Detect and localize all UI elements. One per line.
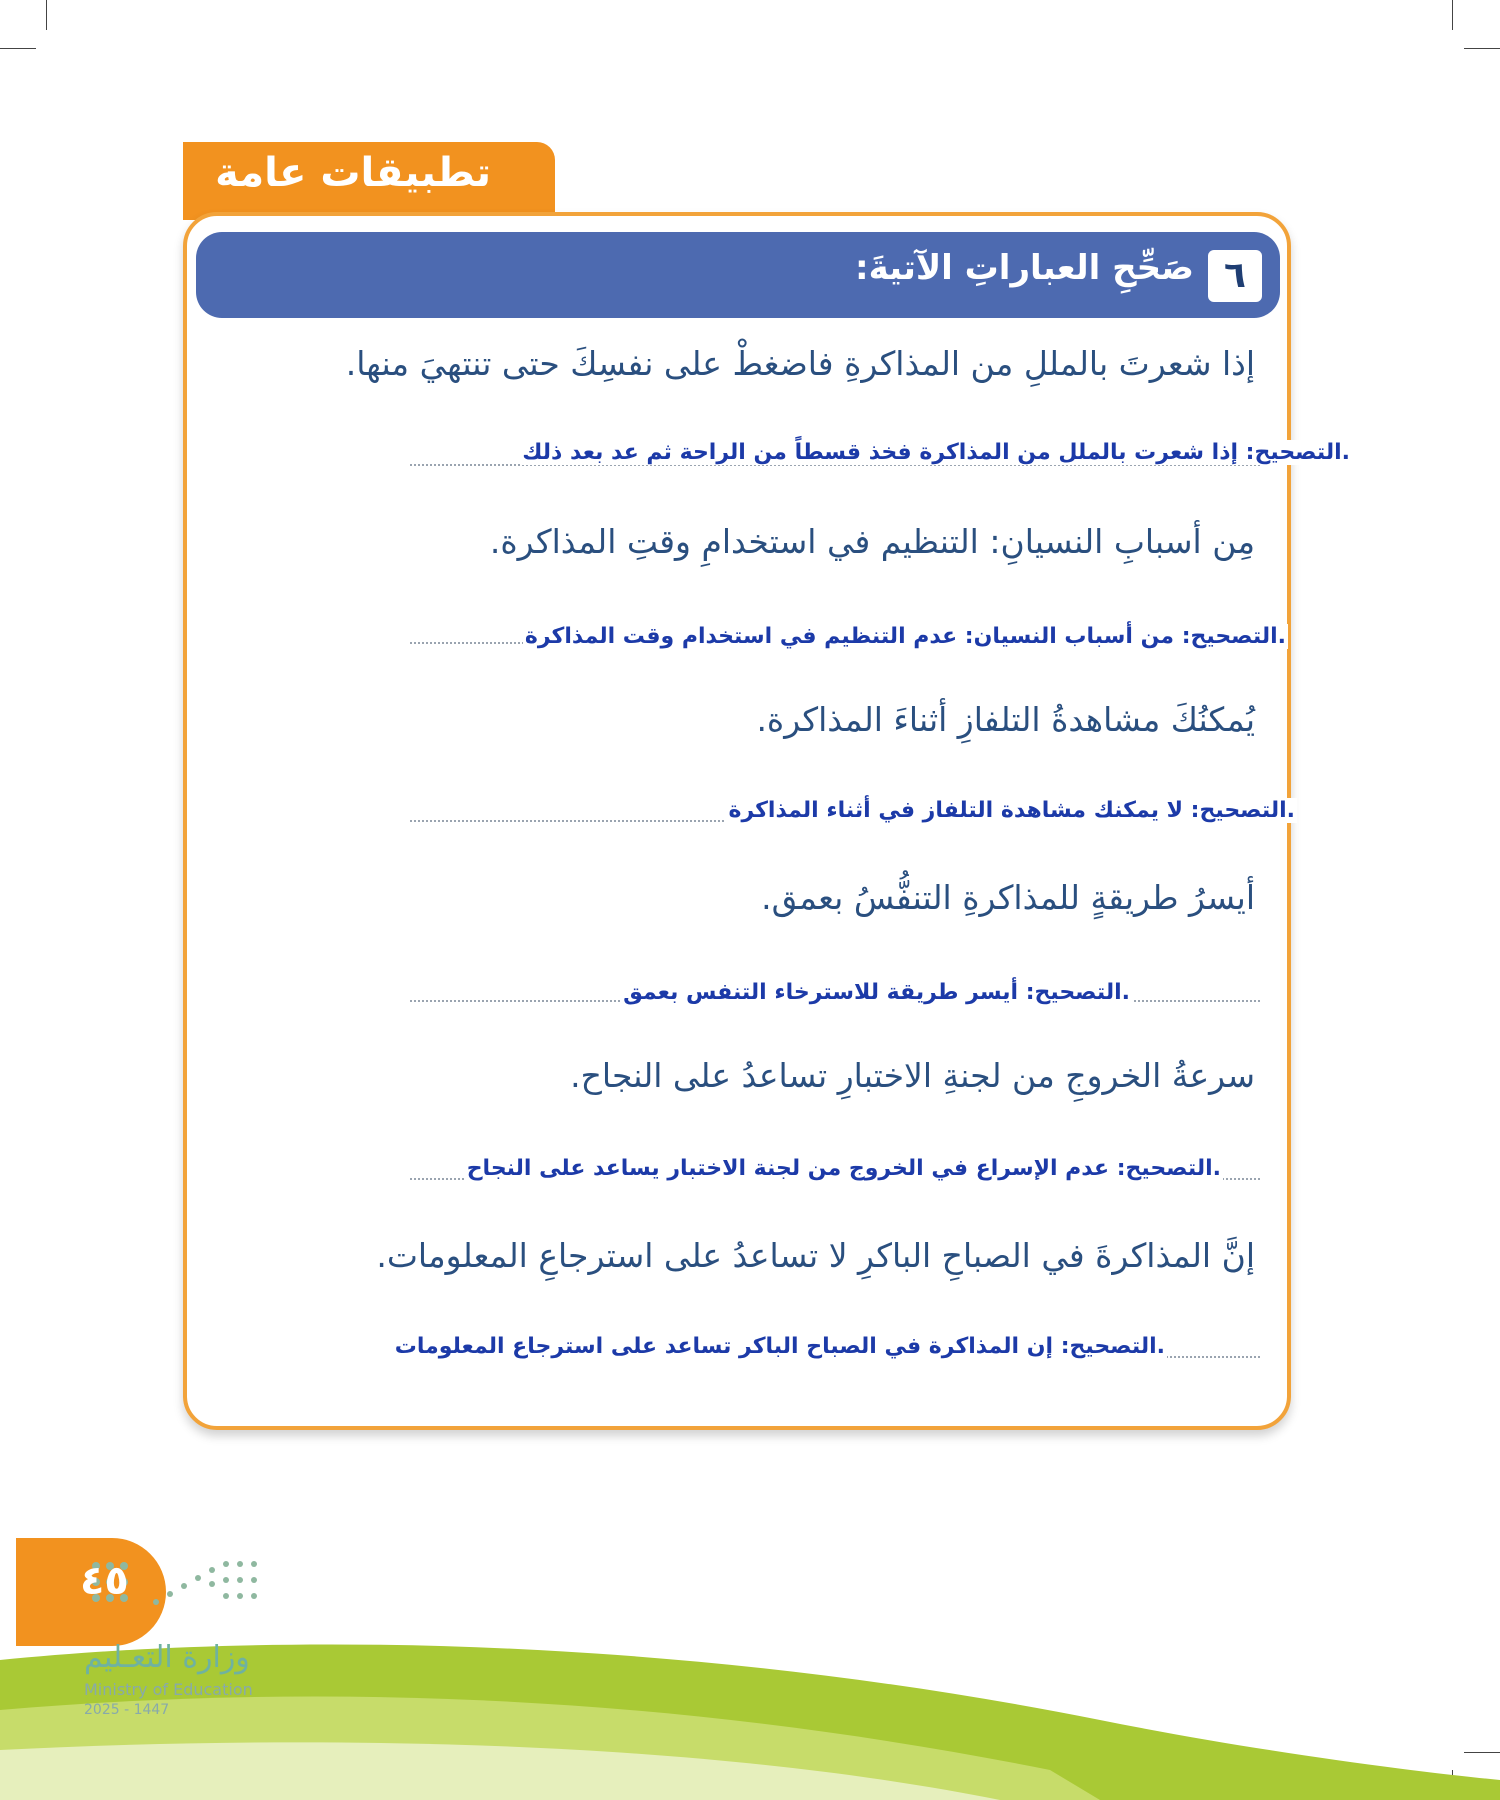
ministry-year: 2025 - 1447 <box>84 1702 170 1718</box>
correction-2: .التصحيح: من أسباب النسيان: عدم التنظيم في استخدام وقت المذاكرة <box>524 624 1286 649</box>
crop-mark <box>0 48 36 49</box>
crop-mark <box>1464 48 1500 49</box>
correction-1: .التصحيح: إذا شعرت بالملل من المذاكرة فخذ قسطاً من الراحة ثم عد بعد ذلك <box>522 440 1350 465</box>
ministry-name-english: Ministry of Education <box>84 1680 253 1699</box>
section-title: تطبيقات عامة <box>215 150 491 196</box>
statement-5: سرعةُ الخروجِ من لجنةِ الاختبارِ تساعدُ على النجاح. <box>570 1056 1255 1095</box>
section-tab <box>183 142 555 220</box>
question-number: ٦ <box>1208 250 1262 302</box>
crop-mark <box>1452 0 1453 30</box>
statement-6: إنَّ المذاكرةَ في الصباحِ الباكرِ لا تساعدُ على استرجاعِ المعلومات. <box>376 1236 1255 1275</box>
question-header <box>196 232 1280 318</box>
correction-3: .التصحيح: لا يمكنك مشاهدة التلفاز في أثناء المذاكرة <box>728 798 1295 823</box>
question-title: صَحِّحِ العباراتِ الآتيةَ: <box>854 248 1194 288</box>
ministry-name-arabic: وزارة التعـليم <box>84 1640 250 1675</box>
crop-mark <box>46 0 47 30</box>
page-number: ٤٥ <box>80 1558 129 1604</box>
statement-3: يُمكنُكَ مشاهدةُ التلفازِ أثناءَ المذاكرة. <box>756 700 1255 739</box>
correction-4: .التصحيح: أيسر طريقة للاسترخاء التنفس بعمق <box>623 980 1130 1005</box>
correction-5: .التصحيح: عدم الإسراع في الخروج من لجنة الاختبار يساعد على النجاح <box>466 1156 1221 1181</box>
correction-6: .التصحيح: إن المذاكرة في الصباح الباكر تساعد على استرجاع المعلومات <box>394 1334 1165 1359</box>
statement-4: أيسرُ طريقةٍ للمذاكرةِ التنفُّسُ بعمق. <box>761 878 1255 917</box>
statement-2: مِن أسبابِ النسيانِ: التنظيم في استخدامِ وقتِ المذاكرة. <box>489 522 1255 561</box>
statement-1: إذا شعرتَ بالمللِ من المذاكرةِ فاضغطْ على نفسِكَ حتى تنتهيَ منها. <box>345 344 1255 383</box>
